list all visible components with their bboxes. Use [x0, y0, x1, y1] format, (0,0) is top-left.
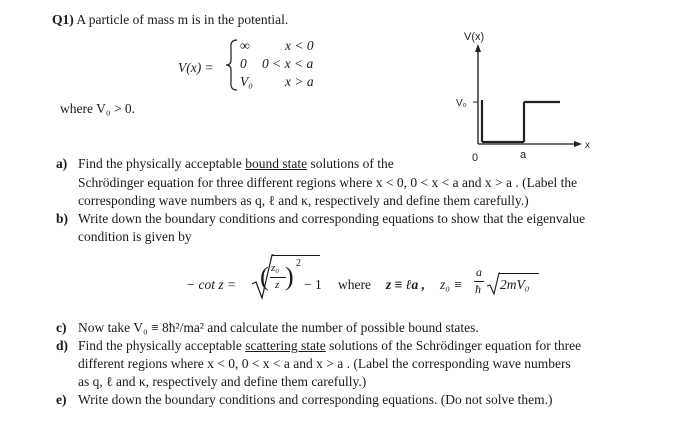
- left-brace: [225, 38, 239, 92]
- part-c-line-1: c) Now take V₀ ≡ 8ħ²/ma² and calculate the number of possible bound states.: [56, 320, 479, 335]
- question-number: Q1): [52, 12, 74, 27]
- graph-origin-label: 0: [472, 152, 479, 164]
- part-a-line-2: Schrödinger equation for three different regions where x < 0, 0 < x < a and x > a . (Label the: [78, 175, 578, 190]
- sqrt-small-overline: [499, 273, 539, 274]
- part-b-line-1: b) Write down the boundary conditions and corresponding equations to show that the eigenvalue: [56, 211, 586, 226]
- graph-y-label: V(x): [464, 31, 485, 43]
- case-condition-2: 0 < x < a: [262, 56, 314, 71]
- left-paren: (: [260, 262, 269, 291]
- frac-bar: [270, 277, 286, 278]
- sqrt-overline: [272, 255, 320, 256]
- part-a-letter: a): [56, 156, 68, 171]
- part-e-line-1: e) Write down the boundary conditions and corresponding equations. (Do not solve them.): [56, 392, 553, 407]
- case-value-2: 0: [240, 56, 247, 71]
- part-b-line-2: condition is given by: [78, 229, 192, 244]
- bound-state-underlined: bound state: [245, 156, 308, 171]
- scattering-state-underlined: scattering state: [245, 338, 326, 353]
- question-intro: A particle of mass m is in the potential.: [76, 12, 289, 27]
- part-d-letter: d): [56, 338, 69, 353]
- case-value-3: V₀: [240, 74, 253, 89]
- a-over-hbar-den: ħ: [475, 282, 481, 296]
- case-value-1: ∞: [240, 38, 250, 53]
- z0-definition: z₀ ≡: [440, 277, 463, 292]
- sqrt-argument: 2mV₀: [500, 277, 530, 292]
- case-condition-1: x < 0: [285, 38, 314, 53]
- right-paren: ): [285, 262, 294, 291]
- where-line: where V₀ > 0.: [60, 101, 136, 116]
- part-a-line-3: corresponding wave numbers as q, ℓ and κ, respectively and define them carefully.): [78, 193, 529, 208]
- part-c-letter: c): [56, 320, 67, 335]
- z-definition: z ≡ ℓa ,: [386, 277, 425, 292]
- part-b-letter: b): [56, 211, 69, 226]
- graph-x-label: x: [585, 140, 590, 151]
- part-a-line-1: a) Find the physically acceptable bound state solutions of the: [56, 156, 394, 171]
- frac-denominator: z: [275, 279, 280, 291]
- a-over-hbar-num: a: [476, 265, 482, 279]
- sqrt-small-icon: [486, 272, 500, 296]
- minus-one: − 1: [304, 277, 322, 292]
- part-d-line-2: different regions where x < 0, 0 < x < a and x > a . (Label the corresponding wave numbers: [78, 356, 571, 371]
- graph-v0-label: V₀: [456, 98, 467, 109]
- equation-where: where: [338, 277, 371, 292]
- part-e-letter: e): [56, 392, 67, 407]
- part-d-line-3: as q, ℓ and κ, respectively and define them carefully.): [78, 374, 367, 389]
- part-d-line-1: d) Find the physically acceptable scattering state solutions of the Schrödinger equation for three: [56, 338, 582, 353]
- equation-lhs: − cot z =: [186, 277, 237, 292]
- question-header: [52, 12, 288, 28]
- potential-lhs: V(x) =: [178, 60, 214, 75]
- graph-a-label: a: [520, 149, 527, 161]
- exponent: 2: [296, 258, 301, 269]
- potential-graph: [440, 22, 610, 172]
- frac-numerator: z₀: [271, 262, 280, 274]
- graph-y-arrow-icon: [475, 44, 481, 52]
- graph-x-arrow-icon: [574, 141, 582, 147]
- case-condition-3: x > a: [285, 74, 314, 89]
